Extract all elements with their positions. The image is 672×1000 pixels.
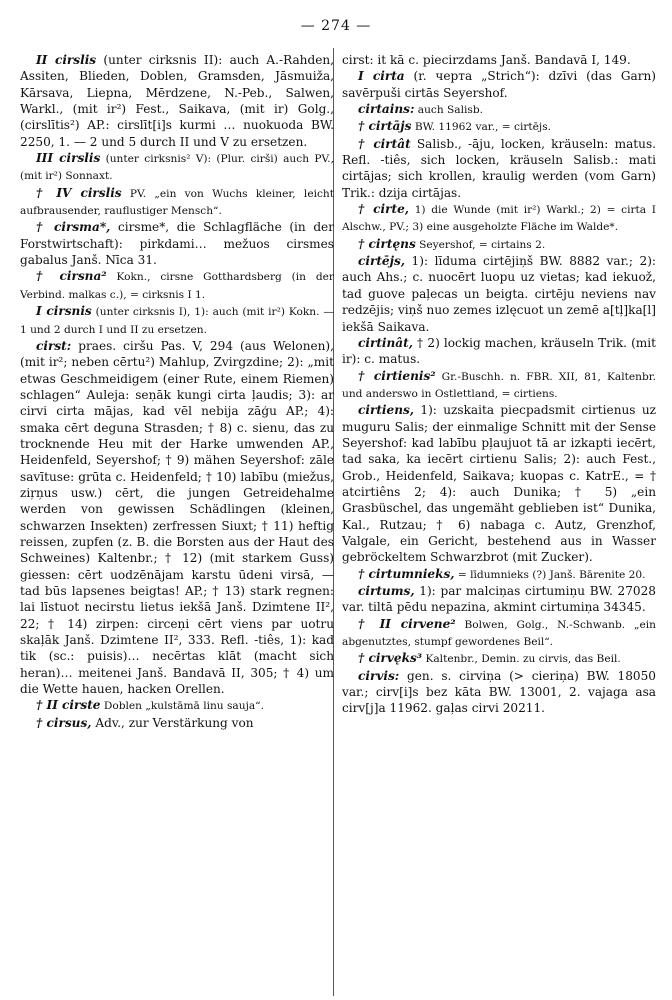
entry-headword: † cirvęks³ <box>358 651 423 666</box>
entry-headword: III cirslis <box>36 151 101 166</box>
dictionary-entry <box>342 201 656 236</box>
entry-text: † 2) lockig machen, kräuseln Trik. (mit ir): c. matus. <box>342 335 656 367</box>
dictionary-entry <box>20 185 334 220</box>
entry-headword: † IV cirslis <box>36 185 122 200</box>
entry-headword: cirtums, <box>358 584 415 598</box>
dictionary-entry <box>342 68 656 101</box>
entry-headword: cirtiens, <box>358 403 415 418</box>
entry-headword: † cirsma*, <box>36 220 111 235</box>
dictionary-entry <box>342 616 656 651</box>
entry-text: auch Salisb. <box>414 104 483 117</box>
entry-text: Salisb., -āju, locken, kräuseln: matus. Refl. -tiês, sich locken, kräuseln Salisb.: mati cirtājas; sich krollen, kraulig werden (vom Garn) Trik.: dzija cirtājas. <box>342 136 656 200</box>
entry-headword: † cirtât <box>358 136 411 151</box>
entry-headword: II cirslis <box>36 53 97 67</box>
entry-headword: cirtains: <box>358 102 415 117</box>
dictionary-entry <box>342 253 656 335</box>
entry-headword: † cirtājs <box>358 119 412 134</box>
dictionary-entry <box>342 118 656 135</box>
entry-text: Kaltenbr., Demin. zu cirvis, das Beil. <box>422 653 621 666</box>
dictionary-entry <box>342 668 656 717</box>
entry-text: 1): par malciņas cirtumiņu BW. 27028 var. tiltā pēdu nepazina, akmint cirtumiņa 34345. <box>342 584 656 615</box>
dictionary-entry <box>342 402 656 565</box>
dictionary-entry <box>342 335 656 368</box>
entry-text: 1): uzskaita piecpadsmit cirtienus uz muguru Salis; der einmalige Schnitt mit der Sense Seyershof: kad labību pļaujuot tā ar izkapti iecērt, tad saka, ka iecērt cirtienu Salis; 2): auch Fest., Grob., Heidenfeld, Saikava; kuopas c. KatrE., = † atcirtiêns 2; 4): auch Dunika; † 5) „ein Grasbüschel, das ungemäht geblieben ist“ Dunika, Kal., Rutzau; † 6) nabaga c. Autz, Grenzhof, Valgale, ein Gericht, bestehend aus in Wasser gebröckeltem Schwarzbrot (mit Zucker). <box>342 403 656 565</box>
entry-headword: cirst: <box>36 338 72 353</box>
entry-headword: † cirtumnieks, <box>358 566 455 581</box>
dictionary-entry <box>342 101 656 118</box>
dictionary-entry <box>20 150 334 185</box>
entry-text: (unter cirksnis I), 1): auch (mit ir²) Kokn. — 1 und 2 durch I und II zu ersetzen. <box>20 306 334 336</box>
dictionary-entry <box>20 715 334 731</box>
entry-text: 1): līduma cirtējiņš BW. 8882 var.; 2): auch Ahs.; c. nuocērt luopu uz vietas; kad iekuož, tad guove paļecas un beigta. cirtēju neviens nav redzējis; viņš nuo zemes izlęcuot un zemē a[tļ]ka[l] iekšā Saikava. <box>342 254 656 334</box>
entry-text: 1) die Wunde (mit ir²) Warkl.; 2) = cirta I Alschw., PV.; 3) eine ausgeholzte Fläche im Walde*. <box>342 204 656 234</box>
dictionary-entry <box>342 650 656 667</box>
entry-headword: cirtinât, <box>358 335 413 350</box>
entry-headword: cirtējs, <box>358 254 406 269</box>
entry-headword: † cirtienis² <box>358 368 436 383</box>
entry-text: Gr.-Buschh. n. FBR. XII, 81, Kaltenbr. und anderswo in Ostlettland, = cirtiens. <box>342 370 656 400</box>
dictionary-entry <box>342 52 656 68</box>
dictionary-entry <box>20 338 334 698</box>
entry-headword: † cirtęns <box>358 236 416 251</box>
dictionary-entry <box>20 303 334 338</box>
dictionary-entry <box>342 566 656 583</box>
entry-headword: I cirta <box>358 69 405 84</box>
dictionary-entry <box>20 219 334 268</box>
entry-text: PV. „ein von Wuchs kleiner, leicht aufbrausender, rauflustiger Mensch“. <box>20 187 334 218</box>
entry-headword: † II cirste <box>36 698 101 713</box>
entry-headword: † cirsna² <box>36 269 107 284</box>
entry-text: (r. черта „Strich“): dzīvi (das Garn) savērpuši cirtās Seyershof. <box>342 69 656 100</box>
entry-text: Adv., zur Verstärkung von <box>91 715 254 730</box>
entry-text: = līdumnieks (?) Janš. Bārenite 20. <box>454 568 646 581</box>
entry-text: (unter cirksnis² V): (Plur. cirši) auch PV., (mit ir²) Sonnaxt. <box>20 153 334 183</box>
entry-headword: † cirte, <box>358 202 409 217</box>
entry-text: BW. 11962 var., = cirtējs. <box>411 121 552 134</box>
entry-text: Doblen „kulstāmā linu sauja“. <box>100 700 264 713</box>
entry-text: praes. ciršu Pas. V, 294 (aus Welonen), (mit ir²; neben cērtu²) Mahlup, Zvirgzdine; 2): „mit etwas Geschmeidigem (einer Rute, einem Riemen) schlagen“ Auleja: seņāk kungi cirta ļaudis; 3): ar cirvi cirta mājas, kad vēl nebija zāģu AP.; 4): smaka cērt deguna Strasden; † 8) c. sienu, das zu trocknende Heu mit der Harke umwenden AP., Heidenfeld, Seyershof; † 9) mähen Seyershof: zāle savītuse: grūta c. Heidenfeld; † 10) labību (miežus, ziŗņus usw.) cērt, die jungen Getreidehalme werden von gewissen Schädlingen (kleinen, schwarzen Insekten) zerfressen Siuxt; † 11) heftig reissen, zupfen (z. B. die Borsten aus der Haut des Schweines) Kaltenbr.; † 12) (mit starkem Guss) giessen: cērt uodzēnājam karstu ūdeni virsā, — tad būs lapsenes beigtas! AP.; † 13) stark regnen: lai līstuot necirstu lietus iekšā Janš. Dzimtene II², 22; † 14) zirpen: circeņi cērt viens par uotru skaļāk Janš. Dzimtene II², 333. Refl. -tiês, 1): kad tik (sc.: puisis)… necērtas klāt (macht sich heran)… meitenei Janš. Bandavā II, 305; † 4) um die Wette hauen, hacken Orellen. <box>20 338 334 697</box>
left-column <box>20 52 334 731</box>
dictionary-entry <box>342 583 656 616</box>
entry-text: cirsme*, die Schlagfläche (in der Forstwirtschaft): pirkdami… mežuos cirsmes gabalus Janš. Nīca 31. <box>20 220 334 268</box>
dictionary-entry <box>20 697 334 714</box>
entry-text: (unter cirksnis II): auch A.-Rahden, Assiten, Blieden, Doblen, Gramsden, Jāsmuiža, Kārsava, Liepna, Mērdzene, N.-Peb., Salwen, Warkl., (mit ir²) Fest., Saikava, (mit ir) Golg., (cirslītis²) AP.: cirslīt[i]s kurmi … nuokuoda BW. 2250, 1. — 2 und 5 durch II und V zu ersetzen. <box>20 53 335 149</box>
dictionary-entry <box>20 52 334 150</box>
entry-text: gen. s. cirviņa (> cieriņa) BW. 18050 var.; cirv[i]s bez kāta BW. 13001, 2. vajaga asa cirv[j]a 11962. gaļas cirvi 20211. <box>342 668 656 716</box>
dictionary-entry <box>20 268 334 303</box>
dictionary-entry <box>342 236 656 253</box>
right-column <box>342 52 656 717</box>
entry-text: Seyershof, = cirtains 2. <box>415 238 546 251</box>
entry-headword: cirvis: <box>358 668 400 683</box>
page-number: — 274 — <box>300 18 372 34</box>
dictionary-entry <box>342 136 656 201</box>
dictionary-entry <box>342 368 656 403</box>
entry-text: Kokn., cirsne Gotthardsberg (in der Verbind. malkas c.), = cirksnis I 1. <box>20 271 334 301</box>
entry-headword: † II cirvene² <box>358 616 456 631</box>
entry-text: cirst: it kā c. piecirzdams Janš. Bandavā I, 149. <box>342 53 631 67</box>
entry-text: Bolwen, Golg., N.-Schwanb. „ein abgenutztes, stumpf gewordenes Beil“. <box>342 618 656 649</box>
entry-headword: I cirsnis <box>36 304 92 319</box>
entry-headword: † cirsus, <box>36 715 92 730</box>
